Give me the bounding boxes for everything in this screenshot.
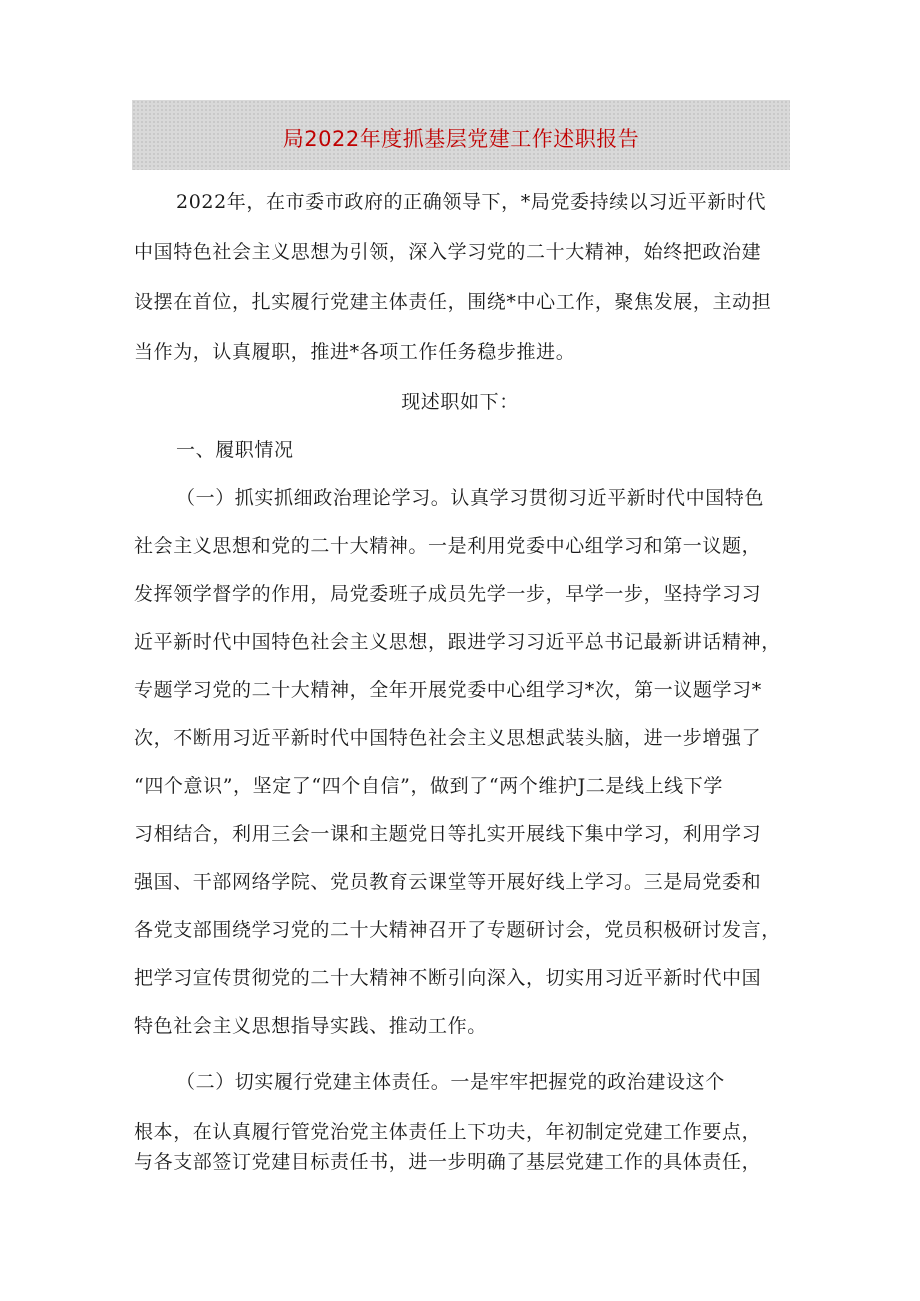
paragraph-line: 习相结合，利用三会一课和主题党日等扎实开展线下集中学习，利用学习 [134, 823, 762, 845]
paragraph-line: 社会主义思想和党的二十大精神。一是利用党委中心组学习和第一议题， [134, 535, 762, 557]
document-title: 局2022年度抓基层党建工作述职报告 [282, 127, 640, 151]
section-heading: 一、履职情况 [176, 439, 294, 461]
paragraph-line: 发挥领学督学的作用，局党委班子成员先学一步，早学一步，坚持学习习 [134, 583, 762, 605]
paragraph-line: 专题学习党的二十大精神，全年开展党委中心组学习*次，第一议题学习* [134, 679, 762, 701]
paragraph-line: 设摆在首位，扎实履行党建主体责任，围绕*中心工作，聚焦发展，主动担 [134, 291, 772, 313]
paragraph-line: 各党支部围绕学习党的二十大精神召开了专题研讨会，党员积极研讨发言， [134, 919, 781, 941]
paragraph-line: 次，不断用习近平新时代中国特色社会主义思想武装头脑，进一步增强了 [134, 727, 762, 749]
paragraph-line: 近平新时代中国特色社会主义思想，跟进学习习近平总书记最新讲话精神， [134, 631, 781, 653]
paragraph-line: 根本，在认真履行管党治党主体责任上下功夫，年初制定党建工作要点， [134, 1121, 762, 1143]
paragraph-line: 当作为，认真履职，推进*各项工作任务稳步推进。 [134, 341, 576, 363]
paragraph-line: 把学习宣传贯彻党的二十大精神不断引向深入，切实用习近平新时代中国 [134, 967, 762, 989]
paragraph-line: （一）抓实抓细政治理论学习。认真学习贯彻习近平新时代中国特色 [176, 487, 765, 509]
paragraph-line: 中国特色社会主义思想为引领，深入学习党的二十大精神，始终把政治建 [134, 241, 762, 263]
paragraph-line: （二）切实履行党建主体责任。一是牢牢把握党的政治建设这个 [176, 1071, 725, 1093]
paragraph-line: “四个意识”，坚定了“四个自信”，做到了“两个维护J二是线上线下学 [134, 775, 723, 797]
section-intro: 现述职如下： [401, 391, 519, 413]
paragraph-line: 与各支部签订党建目标责任书，进一步明确了基层党建工作的具体责任， [134, 1151, 762, 1173]
paragraph-line: 特色社会主义思想指导实践、推动工作。 [134, 1015, 487, 1037]
paragraph-line: 强国、干部网络学院、党员教育云课堂等开展好线上学习。三是局党委和 [134, 871, 762, 893]
paragraph-line: 2022年，在市委市政府的正确领导下，*局党委持续以习近平新时代 [176, 191, 767, 213]
title-banner [132, 100, 790, 170]
